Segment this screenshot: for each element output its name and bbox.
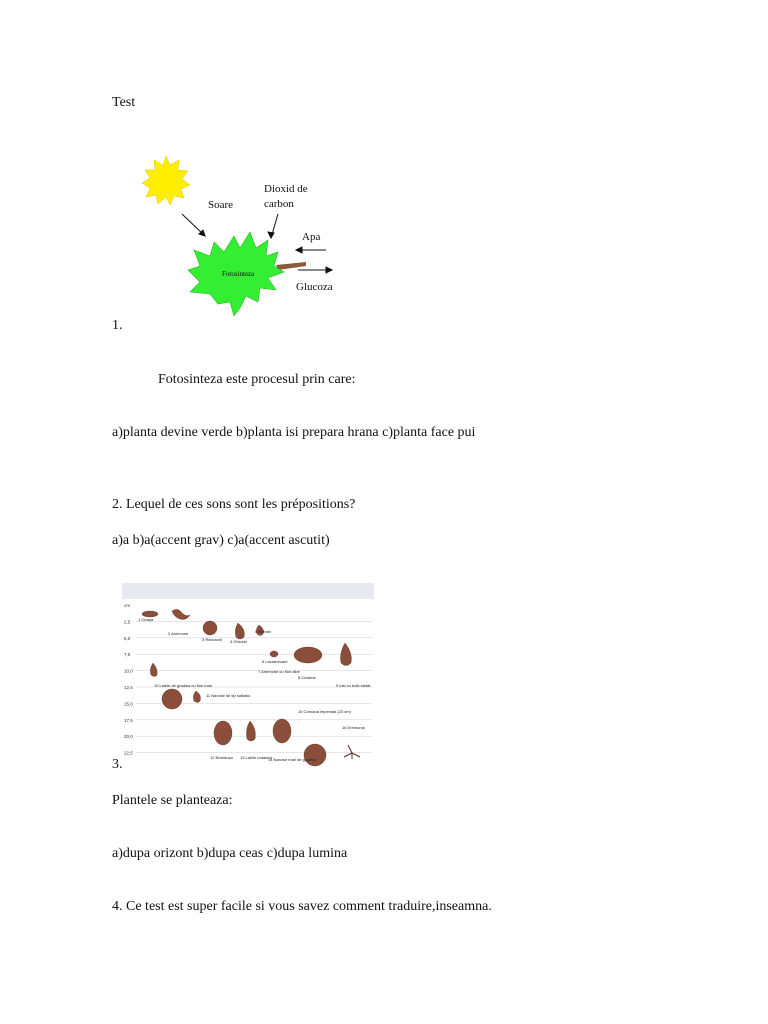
water-label: Apa xyxy=(302,231,321,243)
q3-question: Plantele se planteaza: xyxy=(112,793,233,808)
plant-label: 10 Lalele de gradina cu flori mari xyxy=(154,683,213,688)
depth-tick-label: 22,5 xyxy=(124,750,133,756)
q1-options: a)planta devine verde b)planta isi prepara hrana c)planta face pui xyxy=(112,425,476,440)
plant-label: 6 Lacramioare xyxy=(262,659,288,664)
soil-surface xyxy=(122,583,374,599)
plant-label: 14 Narcise mari de gradina xyxy=(268,757,317,762)
plant-label: 1 Ceapa xyxy=(138,617,154,622)
q2-options: a)a b)a(accent grav) c)a(accent ascutit) xyxy=(112,533,330,548)
q1-question: Fotosinteza este procesul prin care: xyxy=(158,372,356,387)
depth-tick-label: 15,0 xyxy=(124,701,133,707)
bulb-icon xyxy=(162,689,182,709)
glucose-label: Glucoza xyxy=(296,281,333,293)
plant-label: 2 Anemone xyxy=(168,631,189,636)
page-title: Test xyxy=(112,95,136,110)
plant-label: 7 Anemone cu flori albe xyxy=(258,669,300,674)
bulb-icon xyxy=(203,621,217,635)
plant-label: 13 Lalele botanice xyxy=(240,755,273,760)
plant-label: 16 Eremurus xyxy=(342,725,365,730)
q3-options: a)dupa orizont b)dupa ceas c)dupa lumina xyxy=(112,846,348,861)
depth-tick-label: 5,0 xyxy=(124,635,131,641)
bulb-icon xyxy=(273,719,291,743)
bulb-icon xyxy=(304,744,326,766)
plant-label: 8 Ciclame xyxy=(298,675,316,680)
depth-tick-label: 17,5 xyxy=(124,717,133,723)
depth-tick-label: 2,5 xyxy=(124,619,131,625)
plant-label: 11 Narcise de tip salbatic xyxy=(206,693,251,698)
depth-tick-label: 7,5 xyxy=(124,652,131,658)
plant-label: 9 Irisi cu bulb stelat xyxy=(336,683,371,688)
bulb-icon xyxy=(214,721,232,745)
bulb-icon xyxy=(270,651,278,657)
plant-label: 3 Ranunchi xyxy=(202,637,223,642)
depth-tick-label: 12,5 xyxy=(124,685,133,690)
depth-tick-label: 10,0 xyxy=(124,668,133,674)
bulb-icon xyxy=(294,647,322,663)
leaf-label: Fotosinteza xyxy=(222,270,255,278)
co2-label-line1: Dioxid de xyxy=(264,183,308,195)
leaf-stem xyxy=(276,262,306,270)
q4-question: 4. Ce test est super facile si vous savez comment traduire,inseamna. xyxy=(112,899,492,914)
plant-label: 15 Coroana imperiala (23 cm) xyxy=(298,709,351,714)
q1-number: 1. xyxy=(112,318,123,333)
co2-label-line2: carbon xyxy=(264,198,294,210)
plant-label: 5 Sofrani xyxy=(255,629,272,634)
bulb-depth-chart xyxy=(122,583,374,769)
plant-label: 12 Brandusa xyxy=(210,755,233,760)
photosynthesis-diagram xyxy=(138,152,348,320)
q2-question: 2. Lequel de ces sons sont les prépositions? xyxy=(112,497,356,512)
q3-number: 3. xyxy=(112,757,123,772)
sun-icon xyxy=(142,156,190,205)
depth-tick-label: cm xyxy=(124,603,130,608)
sun-label: Soare xyxy=(208,199,234,211)
plant-label: 4 Ghiocei xyxy=(230,639,247,644)
depth-tick-label: 20,0 xyxy=(124,734,133,740)
